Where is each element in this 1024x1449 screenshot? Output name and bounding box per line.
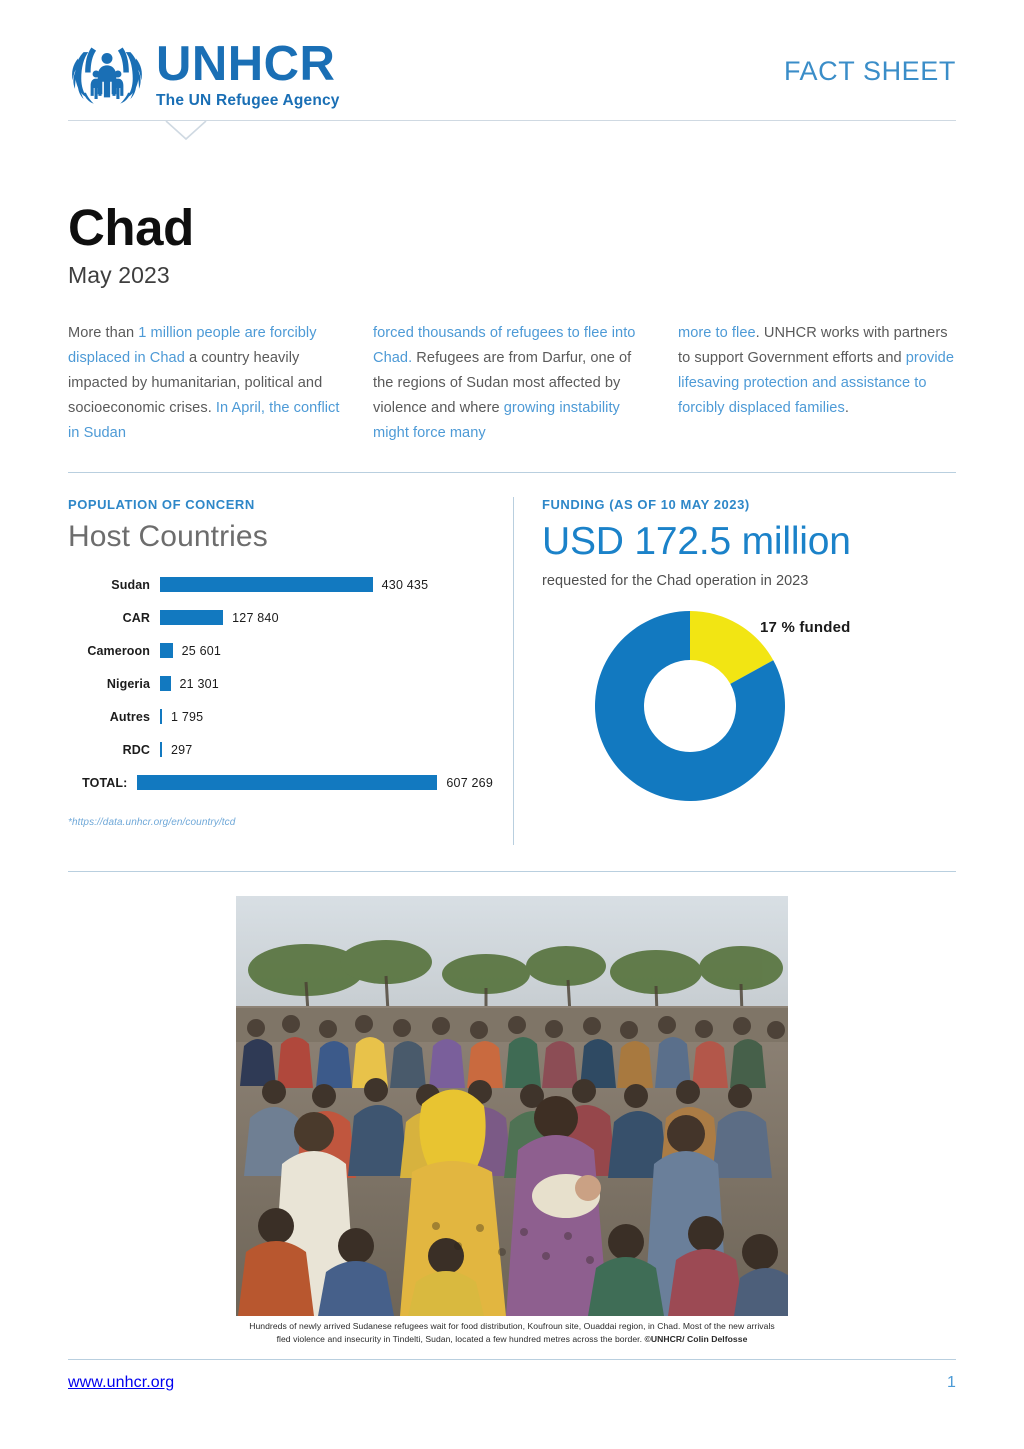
intro-plain-text: . [844,400,849,417]
donut-svg [590,611,802,801]
intro-plain-text: . UNHCR works with partners to support Government efforts and [678,325,948,367]
funding-amount: USD 172.5 million [542,520,851,564]
bar-row [68,572,493,597]
bar-row [68,770,493,795]
bar-track [137,775,493,790]
bar-category-label: Nigeria [106,676,150,691]
bar-category-label: Sudan [111,577,150,592]
header-divider [68,120,956,146]
bar-track [160,577,493,592]
caption-line-2: arrivals fled violence and insecurity in Tindelti, Sudan, located a few hundred metres across the border. [276,1321,775,1344]
intro-column-1 [68,321,346,446]
bar-fill [160,643,173,658]
population-source-note: *https://data.unhcr.org/en/country/tcd [68,817,236,829]
bar-row [68,737,493,762]
intro-column-2 [373,321,651,446]
photo-area [68,896,956,1344]
bar-row [68,605,493,630]
caption-line-1: Hundreds of newly arrived Sudanese refugees wait for food distribution, Koufroun site, Ouaddai region, in Chad. Most of the new [249,1321,745,1332]
intro-highlight-text: In April, the conflict in Sudan [68,400,340,442]
photo-frame [236,896,788,1344]
bar-fill [160,577,373,592]
funding-subtitle: requested for the Chad operation in 2023 [542,573,809,590]
org-tagline: The UN Refugee Agency [156,91,340,109]
bar-track [160,742,493,757]
intro-paragraphs [68,321,956,446]
photo-caption [236,1320,788,1344]
bar-fill [137,775,437,790]
website-link[interactable]: www.unhcr.org [68,1373,175,1391]
donut-percent-label: 17 % funded [760,619,851,637]
funding-panel [514,497,956,845]
page-header [68,0,956,120]
bar-value-label: 297 [171,742,193,757]
intro-highlight-text: forced thousands of refugees to flee into Chad. [373,325,636,367]
section-divider-top [68,472,956,473]
bar-value-label: 607 269 [446,775,493,790]
bar-category-label: Autres [109,709,150,724]
chevron-down-icon [164,120,208,142]
photo-credit: ©UNHCR/ Colin Delfosse [644,1333,748,1344]
funding-donut-chart [542,611,956,801]
org-name: UNHCR [156,36,336,91]
intro-highlight-text: 1 million people are forcibly displaced in Chad [68,325,317,367]
bar-row [68,704,493,729]
bar-track [160,676,493,691]
intro-plain-text: More than [68,325,139,341]
bar-value-label: 25 601 [181,643,222,658]
bar-category-label: Cameroon [87,643,150,658]
bar-fill [160,742,162,757]
intro-highlight-text: provide lifesaving protection and assistance to forcibly displaced families [678,350,954,417]
refugee-distribution-photo [236,896,788,1316]
bar-value-label: 127 840 [232,610,279,625]
intro-column-3 [678,321,956,446]
unhcr-logo [68,38,340,110]
bar-category-label: RDC [122,742,150,757]
photo-illustration [236,896,788,1316]
bar-value-label: 430 435 [381,577,429,592]
footer-divider [68,1359,956,1360]
bar-track [160,610,493,625]
bar-category-label: CAR [122,610,150,625]
stats-section [68,497,956,845]
host-countries-bar-chart [68,572,493,795]
bar-value-label: 1 795 [171,709,204,724]
intro-plain-text: Refugees are from Darfur, one of the regions of Sudan most affected by violence and where [373,350,632,417]
section-divider-bottom [68,871,956,872]
population-eyebrow: POPULATION OF CONCERN [68,497,255,513]
bar-track [160,709,493,724]
bar-row [68,638,493,663]
bar-category-label: TOTAL: [82,775,128,790]
population-heading: Host Countries [68,520,268,554]
population-panel [68,497,513,845]
bar-row [68,671,493,696]
bar-fill [160,610,223,625]
bar-value-label: 21 301 [179,676,219,691]
document-type-label: FACT SHEET [783,55,956,86]
title-block [68,199,956,289]
bar-track [160,643,493,658]
intro-highlight-text: more to flee [678,325,756,341]
page-subtitle-date: May 2023 [68,262,170,288]
bar-fill [160,676,171,691]
funding-eyebrow: FUNDING (AS OF 10 MAY 2023) [542,497,750,513]
intro-plain-text: a country heavily impacted by humanitarian, political and socioeconomic crises. [68,350,323,417]
intro-highlight-text: growing instability might force many [373,400,620,442]
page-title: Chad [68,199,194,256]
unhcr-emblem-icon [68,38,146,110]
logo-wordmark [156,36,340,109]
page-number: 1 [947,1373,956,1391]
bar-fill [160,709,162,724]
page-footer [68,1374,956,1392]
